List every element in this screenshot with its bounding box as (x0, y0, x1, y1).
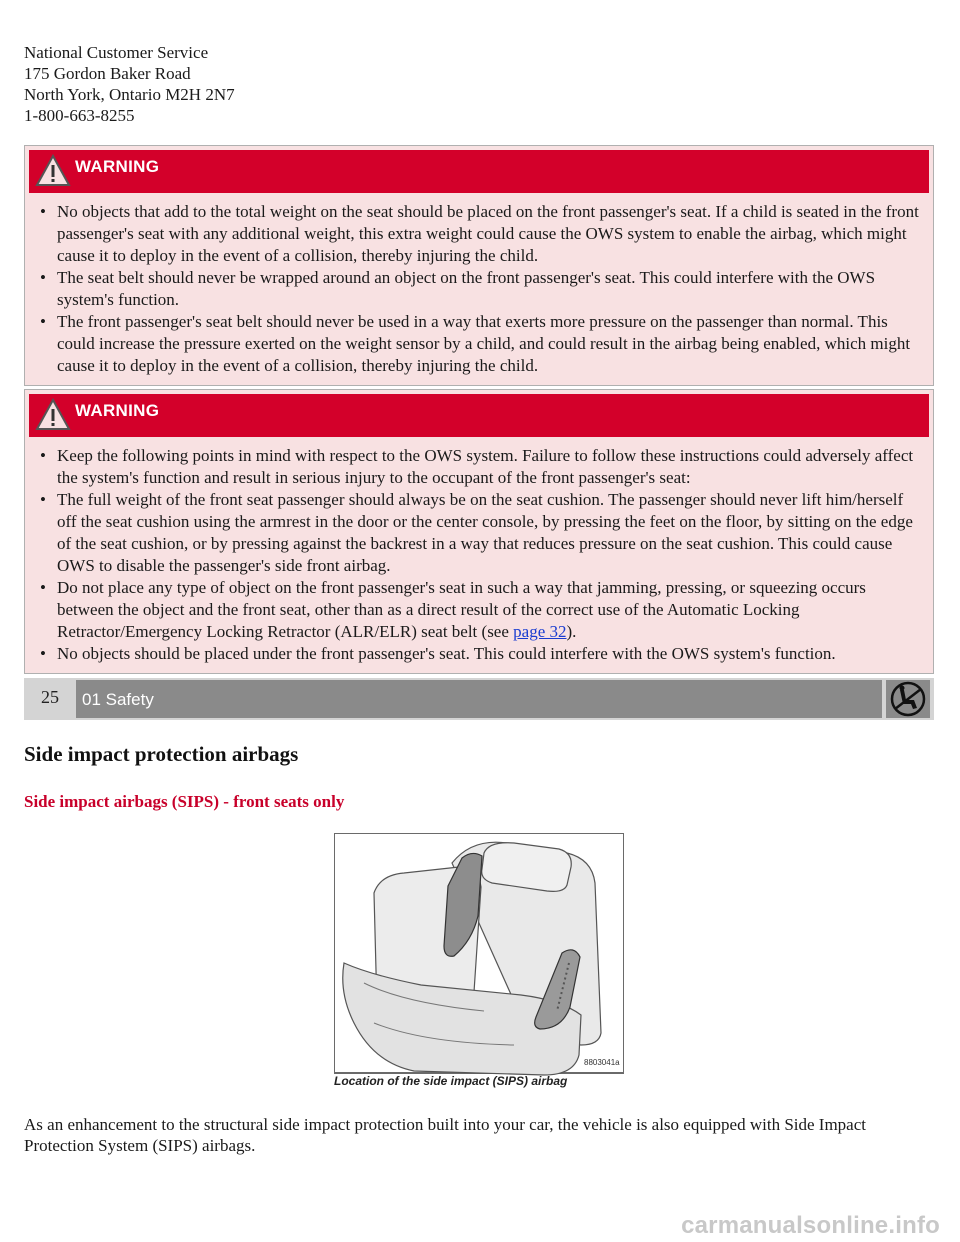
page-32-link[interactable]: page 32 (513, 622, 567, 641)
warning-item-text: Do not place any type of object on the front passenger's seat in such a way that jamming, pressing, or squeezing occurs between the object and the front seat, other than as a direct result of the correct use of the Automatic Locking Retractor/Emergency Locking Retractor (ALR/ELR) seat belt (see (57, 578, 866, 641)
warning-box-2 (24, 389, 934, 674)
address-line: National Customer Service (24, 43, 209, 62)
address-line: 175 Gordon Baker Road (24, 64, 191, 83)
section-heading: Side impact protection airbags (24, 742, 299, 766)
warning-item: • No objects should be placed under the front passenger's seat. This could interfere with the OWS system's function. (29, 643, 925, 665)
figure-code: 8803041a (584, 1058, 620, 1067)
warning-item-text: ). (566, 622, 577, 641)
warning-item: • The full weight of the front seat passenger should always be on the seat cushion. The passenger should never lift him/herself off the seat cushion using the armrest in the door or the center console, by pressing the feet on the floor, by sitting on the edge of the seat cushion, or by pressing against the backrest in a way that reduces pressure on the seat cushion. This could cause OWS to disable the passenger's side front airbag. (29, 489, 925, 577)
page-header-bar (24, 678, 934, 720)
warning-title: WARNING (75, 401, 160, 420)
watermark-text: carmanualsonline.info (681, 1212, 940, 1239)
warning-item (29, 577, 925, 643)
body-paragraph: As an enhancement to the structural side impact protection built into your car, the vehicle is also equipped with Side Impact Protection System (SIPS) airbags. (24, 1115, 866, 1155)
sips-airbag-illustration (334, 833, 624, 1091)
warning-triangle-icon (35, 154, 71, 188)
section-title: 01 Safety (76, 680, 882, 718)
figure-caption: Location of the side impact (SIPS) airbag (334, 1074, 568, 1088)
phone-number: 1-800-663-8255 (24, 106, 135, 125)
warning-body (29, 193, 929, 381)
warning-item: • The front passenger's seat belt should never be used in a way that exerts more pressure on the passenger than normal. This could increase the pressure exerted on the weight sensor by a child, and could result in the airbag being enabled, which might cause it to deploy in the event of a collision, thereby injuring the child. (29, 311, 925, 377)
warning-item: • The seat belt should never be wrapped around an object on the front passenger's seat. This could interfere with the OWS system's function. (29, 267, 925, 311)
warning-triangle-icon (35, 398, 71, 432)
warning-body (29, 437, 929, 669)
page-number: 25 (41, 687, 59, 707)
address-block (24, 42, 235, 126)
warning-header (29, 394, 929, 437)
address-line: North York, Ontario M2H 2N7 (24, 85, 235, 104)
warning-item: • Keep the following points in mind with respect to the OWS system. Failure to follow these instructions could adversely affect the system's function and result in serious injury to the occupant of the front passenger's seat: (29, 445, 925, 489)
subsection-heading: Side impact airbags (SIPS) - front seats only (24, 792, 345, 811)
seat-airbag-icon (886, 680, 930, 718)
warning-header (29, 150, 929, 193)
warning-item: • No objects that add to the total weight on the seat should be placed on the front passenger's seat. If a child is seated in the front passenger's seat with any additional weight, this extra weight could cause the OWS system to enable the airbag, which might cause it to deploy in the event of a collision, thereby injuring the child. (29, 201, 925, 267)
warning-box-1 (24, 145, 934, 386)
warning-title: WARNING (75, 157, 160, 176)
